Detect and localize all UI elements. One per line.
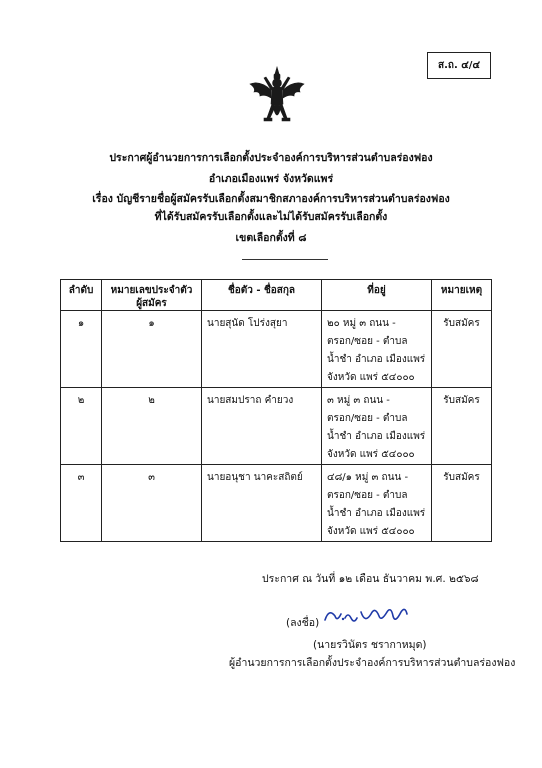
address-line: น้ำชำ อำเภอ เมืองแพร่	[327, 431, 426, 442]
cell-name: นายสมปราถ คำยวง	[202, 388, 322, 465]
announcement-date: ประกาศ ณ วันที่ ๑๒ เดือน ธันวาคม พ.ศ. ๒๕๖๘	[262, 573, 479, 585]
cell-order: ๒	[61, 388, 102, 465]
address-line: จังหวัด แพร่ ๕๔๐๐๐	[327, 449, 415, 460]
signatory-name: (นายรวินัตร ชรากาหมุด)	[313, 639, 427, 651]
address-line: ตรอก/ซอย - ตำบล	[327, 413, 408, 424]
table-row	[61, 388, 492, 465]
table-row	[61, 465, 492, 542]
address-line: ๔๘/๑ หมู่ ๓ ถนน -	[327, 472, 409, 483]
cell-number: ๑	[102, 311, 202, 388]
garuda-emblem-icon	[248, 66, 306, 126]
column-header-number: หมายเลขประจำตัว ผู้สมัคร	[102, 280, 202, 311]
address-line: จังหวัด แพร่ ๕๔๐๐๐	[327, 372, 415, 383]
column-header-name: ชื่อตัว - ชื่อสกุล	[202, 280, 322, 311]
address-line: ตรอก/ซอย - ตำบล	[327, 490, 408, 501]
cell-number: ๓	[102, 465, 202, 542]
address-line: ตรอก/ซอย - ตำบล	[327, 336, 408, 347]
cell-remark: รับสมัคร	[432, 465, 492, 542]
cell-remark: รับสมัคร	[432, 311, 492, 388]
header-subject-detail: ที่ได้รับสมัครรับเลือกตั้งและไม่ได้รับสมัครรับเลือกตั้ง	[154, 211, 388, 223]
header-constituency: เขตเลือกตั้งที่ ๘	[235, 232, 307, 244]
cell-order: ๑	[61, 311, 102, 388]
handwritten-signature-icon	[321, 600, 411, 630]
form-code: ส.ถ. ๔/๔	[437, 60, 481, 71]
cell-order: ๓	[61, 465, 102, 542]
cell-number: ๒	[102, 388, 202, 465]
column-header-address: ที่อยู่	[322, 280, 432, 311]
address-line: น้ำชำ อำเภอ เมืองแพร่	[327, 508, 426, 519]
cell-address	[322, 465, 432, 542]
cell-name: นายสุนัด โปร่งสุยา	[202, 311, 322, 388]
cell-address	[322, 388, 432, 465]
header-district: อำเภอเมืองแพร่ จังหวัดแพร่	[208, 173, 334, 185]
header-title: ประกาศผู้อำนวยการการเลือกตั้งประจำองค์การบริหารส่วนตำบลร่องฟอง	[109, 152, 433, 164]
address-line: จังหวัด แพร่ ๕๔๐๐๐	[327, 526, 415, 537]
table-header-row	[61, 280, 492, 311]
cell-remark: รับสมัคร	[432, 388, 492, 465]
header-divider	[242, 259, 328, 260]
address-line: น้ำชำ อำเภอ เมืองแพร่	[327, 354, 426, 365]
candidate-table	[60, 279, 492, 542]
table-row	[61, 311, 492, 388]
address-line: ๒๐ หมู่ ๓ ถนน -	[327, 318, 396, 329]
cell-address	[322, 311, 432, 388]
column-header-remark: หมายเหตุ	[432, 280, 492, 311]
column-header-order: ลำดับ	[61, 280, 102, 311]
header-subject: เรื่อง บัญชีรายชื่อผู้สมัครรับเลือกตั้งสมาชิกสภาองค์การบริหารส่วนตำบลร่องฟอง	[92, 193, 450, 205]
signature-label: (ลงชื่อ)	[286, 617, 320, 629]
signatory-title: ผู้อำนวยการการเลือกตั้งประจำองค์การบริหารส่วนตำบลร่องฟอง	[229, 657, 516, 669]
address-line: ๓ หมู่ ๓ ถนน -	[327, 395, 390, 406]
form-code-box	[427, 52, 491, 79]
cell-name: นายอนุชา นาคะสถิตย์	[202, 465, 322, 542]
